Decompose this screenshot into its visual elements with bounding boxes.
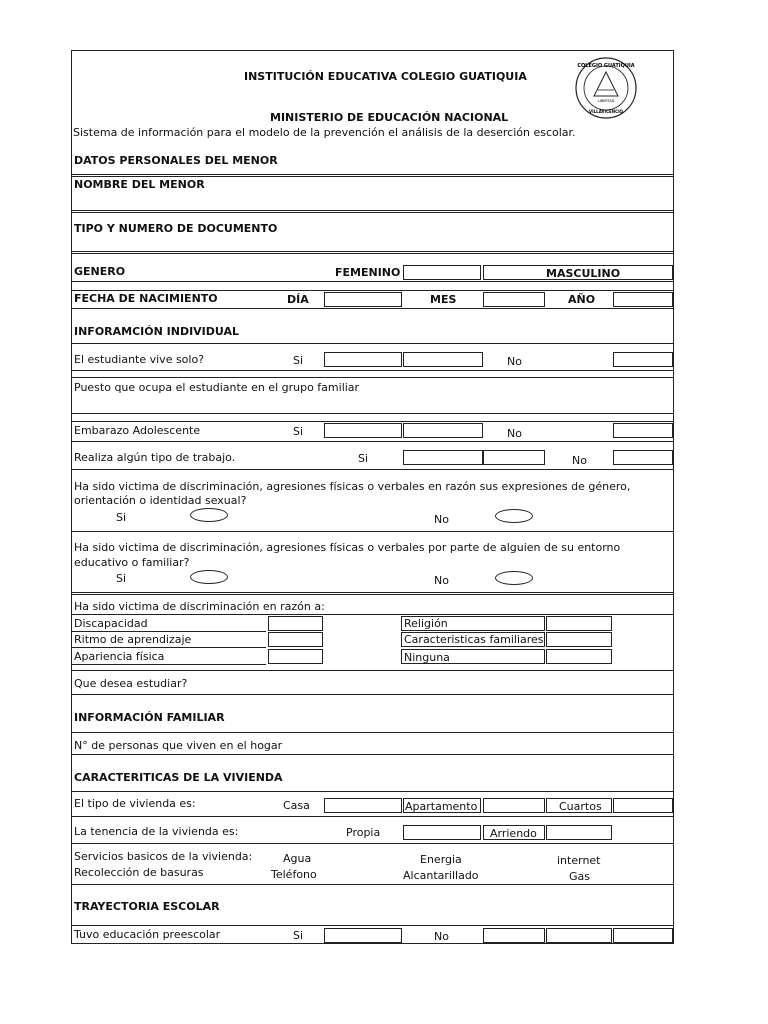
propia-label: Propia (346, 826, 381, 839)
ninguna-label: Ninguna (404, 651, 450, 664)
puesto-label: Puesto que ocupa el estudiante en el grupo familiar (74, 381, 360, 394)
preescolar-label: Tuvo educación preescolar (74, 928, 221, 941)
section-trayectoria: TRAYECTORIA ESCOLAR (74, 900, 220, 913)
disc-entorno-no-oval[interactable] (495, 571, 533, 585)
embarazo-si-box[interactable] (324, 423, 402, 438)
puesto-field[interactable] (74, 395, 670, 410)
embarazo-label: Embarazo Adolescente (74, 424, 201, 437)
disc-entorno-no: No (434, 574, 449, 587)
agua-label: Agua (283, 852, 312, 865)
vive-solo-no: No (507, 355, 522, 368)
cuartos-label: Cuartos (559, 800, 602, 813)
nombre-label: NOMBRE DEL MENOR (74, 178, 205, 191)
arriendo-box[interactable] (546, 825, 612, 840)
nombre-field[interactable] (250, 178, 670, 208)
embarazo-si: Si (293, 425, 304, 438)
ministry-title: MINISTERIO DE EDUCACIÓN NACIONAL (270, 111, 509, 124)
disc-genero-no: No (434, 513, 449, 526)
preescolar-extra-2 (613, 928, 673, 943)
disc-entorno-si-oval[interactable] (190, 570, 228, 584)
preescolar-si-box[interactable] (324, 928, 402, 943)
casa-box[interactable] (324, 798, 402, 813)
trabajo-no: No (572, 454, 587, 467)
apariencia-box[interactable] (268, 649, 323, 664)
vive-solo-no-box[interactable] (613, 352, 673, 367)
disc-entorno-line1: Ha sido victima de discriminación, agresiones físicas o verbales por parte de alguien de su entorno (74, 541, 621, 554)
disc-genero-si-oval[interactable] (190, 508, 228, 522)
genero-label: GENERO (74, 265, 126, 278)
mes-box[interactable] (483, 292, 545, 307)
section-vivienda: CARACTERITICAS DE LA VIVIENDA (74, 771, 283, 784)
dia-box[interactable] (324, 292, 402, 307)
trabajo-si-box[interactable] (403, 450, 483, 465)
mes-label: MES (430, 293, 457, 306)
preescolar-no-box[interactable] (483, 928, 545, 943)
tenencia-label: La tenencia de la vivienda es: (74, 825, 239, 838)
trabajo-label: Realiza algún tipo de trabajo. (74, 451, 236, 464)
religion-box[interactable] (546, 616, 612, 631)
trabajo-blank (483, 450, 545, 465)
apartamento-label: Apartamento (405, 800, 478, 813)
preescolar-extra-1 (546, 928, 612, 943)
femenino-box[interactable] (403, 265, 481, 280)
disc-genero-si: Si (116, 511, 127, 524)
seal-text-mid: LIBERTAD (597, 99, 615, 103)
vive-solo-label: El estudiante vive solo? (74, 353, 205, 366)
disc-entorno-line2: educativo o familiar? (74, 556, 190, 569)
documento-label: TIPO Y NUMERO DE DOCUMENTO (74, 222, 278, 235)
desea-estudiar-label: Que desea estudiar? (74, 677, 188, 690)
vive-solo-si: Si (293, 354, 304, 367)
trabajo-no-box[interactable] (613, 450, 673, 465)
system-subtitle: Sistema de información para el modelo de la prevención el análisis de la deserción escolar. (73, 126, 576, 139)
section-informacion-familiar: INFORMACIÓN FAMILIAR (74, 711, 225, 724)
ninguna-box[interactable] (546, 649, 612, 664)
vive-solo-si-box[interactable] (324, 352, 402, 367)
documento-field[interactable] (280, 222, 670, 248)
preescolar-si: Si (293, 929, 304, 942)
servicios-label: Servicios basicos de la vivienda: (74, 850, 253, 863)
discapacidad-label: Discapacidad (74, 617, 148, 630)
discriminacion-razon-label: Ha sido victima de discriminación en razón a: (74, 600, 325, 613)
tipo-vivienda-label: El tipo de vivienda es: (74, 797, 196, 810)
fecha-label: FECHA DE NACIMIENTO (74, 292, 218, 305)
recoleccion-label: Recolección de basuras (74, 866, 204, 879)
apariencia-label: Apariencia física (74, 650, 165, 663)
school-seal (574, 56, 638, 120)
anio-label: AÑO (568, 293, 596, 306)
seal-text-bottom: VILLAVICENCIO (589, 109, 623, 114)
dia-label: DÍA (287, 293, 309, 306)
institution-title: INSTITUCIÓN EDUCATIVA COLEGIO GUATIQUIA (244, 70, 527, 83)
disc-genero-no-oval[interactable] (495, 509, 533, 523)
vive-solo-blank (403, 352, 483, 367)
caracteristicas-label: Caracteristicas familiares (404, 633, 544, 646)
gas-label: Gas (569, 870, 590, 883)
energia-label: Energia (420, 853, 462, 866)
embarazo-no: No (507, 427, 522, 440)
telefono-label: Teléfono (271, 868, 317, 881)
arriendo-label: Arriendo (490, 827, 537, 840)
femenino-label: FEMENINO (335, 266, 401, 279)
section-datos-personales: DATOS PERSONALES DEL MENOR (74, 154, 278, 167)
alcantarillado-label: Alcantarillado (403, 869, 479, 882)
embarazo-no-box[interactable] (613, 423, 673, 438)
masculino-label: MASCULINO (546, 267, 621, 280)
disc-genero-line2: orientación o identidad sexual? (74, 494, 247, 507)
trabajo-si: Si (358, 452, 369, 465)
disc-entorno-si: Si (116, 572, 127, 585)
casa-label: Casa (283, 799, 310, 812)
caracteristicas-box[interactable] (546, 632, 612, 647)
disc-genero-line1: Ha sido victima de discriminación, agresiones físicas o verbales en razón sus expresiones de género, (74, 480, 631, 493)
ritmo-label: Ritmo de aprendizaje (74, 633, 192, 646)
seal-text-top: COLEGIO GUATIQUIA (577, 63, 635, 69)
internet-label: internet (557, 854, 601, 867)
ritmo-box[interactable] (268, 632, 323, 647)
embarazo-blank (403, 423, 483, 438)
religion-label: Religión (404, 617, 448, 630)
preescolar-no: No (434, 930, 449, 943)
section-informacion-individual: INFORAMCIÓN INDIVIDUAL (74, 325, 240, 338)
anio-box[interactable] (613, 292, 673, 307)
personas-label: N° de personas que viven en el hogar (74, 739, 283, 752)
discapacidad-box[interactable] (268, 616, 323, 631)
apartamento-box[interactable] (483, 798, 545, 813)
propia-box[interactable] (403, 825, 481, 840)
cuartos-box[interactable] (613, 798, 673, 813)
